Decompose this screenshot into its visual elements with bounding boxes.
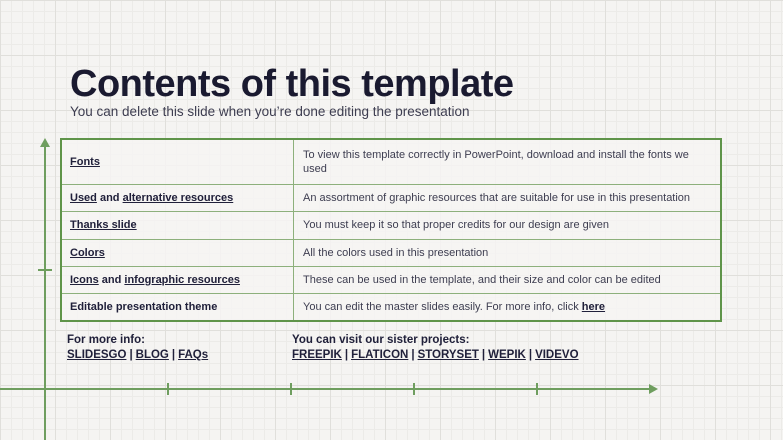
sister-projects-heading: You can visit our sister projects: — [292, 334, 470, 346]
link-separator: | — [171, 349, 176, 361]
table-row-theme — [61, 293, 721, 321]
more-info-heading: For more info: — [67, 334, 145, 346]
row-label-cell — [61, 293, 294, 321]
x-axis-arrow-icon — [649, 384, 658, 394]
table-row-fonts — [61, 139, 721, 185]
row-label-cell — [61, 266, 294, 293]
row-label-text: and — [96, 192, 123, 205]
link-separator: | — [528, 349, 533, 361]
y-axis-tick — [38, 269, 52, 271]
row-description-text: These can be used in the template, and their size and color can be edited — [303, 273, 661, 286]
x-axis-tick — [290, 383, 292, 395]
row-description — [294, 293, 722, 321]
row-description-text: You can edit the master slides easily. For more info, click — [303, 300, 582, 313]
y-axis-arrow-icon — [40, 138, 50, 147]
row-description — [294, 212, 722, 239]
contents-table — [60, 138, 722, 322]
sister-projects-footer — [292, 333, 579, 363]
page-subtitle: You can delete this slide when you’re done editing the presentation — [70, 104, 470, 119]
row-description — [294, 266, 722, 293]
videvo-link[interactable]: VIDEVO — [535, 349, 579, 361]
x-axis-tick — [167, 383, 169, 395]
editable-theme-label: Editable presentation theme — [70, 300, 218, 313]
row-description — [294, 139, 722, 185]
wepik-link[interactable]: WEPIK — [488, 349, 526, 361]
table-row-resources — [61, 185, 721, 212]
storyset-link[interactable]: STORYSET — [417, 349, 479, 361]
icons-link[interactable]: Icons — [70, 273, 99, 286]
fonts-link[interactable]: Fonts — [70, 156, 100, 169]
slidesgo-link[interactable]: SLIDESGO — [67, 349, 127, 361]
here-link[interactable]: here — [581, 300, 606, 313]
link-separator: | — [481, 349, 486, 361]
link-separator: | — [344, 349, 349, 361]
colors-link[interactable]: Colors — [70, 246, 105, 259]
faqs-link[interactable]: FAQs — [178, 349, 209, 361]
row-label-text: and — [98, 273, 125, 286]
row-description-text: An assortment of graphic resources that are suitable for use in this presentation — [303, 192, 691, 205]
row-label-cell — [61, 212, 294, 239]
table-row-colors — [61, 239, 721, 266]
more-info-links — [67, 348, 208, 363]
row-description-text: All the colors used in this presentation — [303, 246, 489, 259]
row-description — [294, 185, 722, 212]
row-label-cell — [61, 185, 294, 212]
link-separator: | — [411, 349, 415, 361]
row-description-text: To view this template correctly in PowerPoint, download and install the fonts we used — [303, 149, 689, 176]
row-description — [294, 239, 722, 266]
x-axis-tick — [413, 383, 415, 395]
more-info-footer — [67, 333, 208, 363]
blog-link[interactable]: BLOG — [135, 349, 169, 361]
page-title: Contents of this template — [70, 63, 514, 106]
y-axis-line — [44, 146, 46, 440]
row-label-cell — [61, 139, 294, 185]
sister-projects-links — [292, 348, 579, 363]
thanks-slide-link[interactable]: Thanks slide — [70, 219, 137, 232]
flaticon-link[interactable]: FLATICON — [351, 349, 409, 361]
infographic-resources-link[interactable]: infographic resources — [124, 273, 240, 286]
used-resources-link[interactable]: Used — [70, 192, 97, 205]
link-separator: | — [129, 349, 133, 361]
row-label-cell — [61, 239, 294, 266]
freepik-link[interactable]: FREEPIK — [292, 349, 342, 361]
alternative-resources-link[interactable]: alternative resources — [122, 192, 234, 205]
table-row-icons — [61, 266, 721, 293]
x-axis-tick — [536, 383, 538, 395]
x-axis-line — [0, 388, 650, 390]
row-description-text: You must keep it so that proper credits for our design are given — [303, 219, 609, 232]
table-row-thanks — [61, 212, 721, 239]
